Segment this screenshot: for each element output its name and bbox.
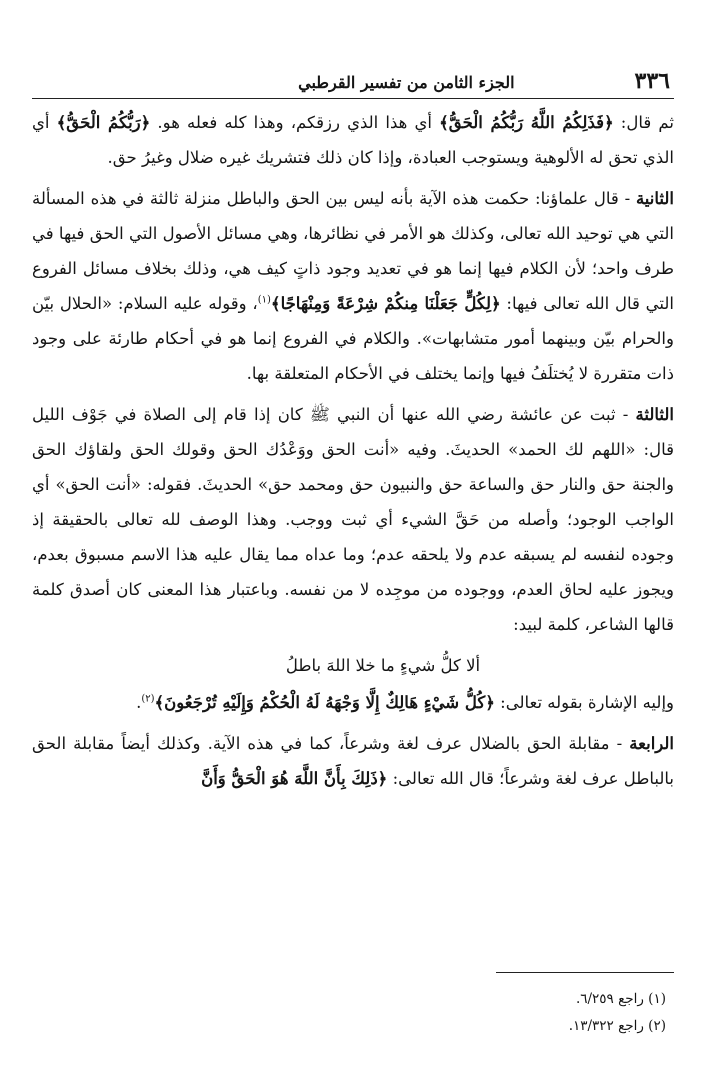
- quran-quote: ﴿كُلُّ شَيْءٍ هَالِكٌ إِلَّا وَجْهَهُ لَهُ الْحُكْمُ وَإِلَيْهِ تُرْجَعُونَ﴾: [154, 693, 495, 712]
- paragraph: [32, 726, 674, 796]
- footnote-ref: (٢): [141, 693, 155, 705]
- text-run: - قال علماؤنا: حكمت هذه الآية بأنه ليس بين الحق والباطل منزلة ثالثة في هذه المسألة التي هي توحيد الله تعالى، وكذلك هو الأمر في نظائرها، وهي مسائل الأصول التي الحق فيها في طرف واحد؛ لأن الكلام فيها إنما هو في تعديد وجود ذاتٍ كيف هي، وذلك بخلاف مسائل الفروع التي قال الله تعالى فيها:: [32, 189, 674, 313]
- paragraph-text: [32, 189, 674, 383]
- footnote-ref: (١): [257, 294, 271, 306]
- quran-quote: ﴿لِكُلٍّ جَعَلْنَا مِنكُمْ شِرْعَةً وَمِنْهَاجًا﴾: [270, 294, 501, 313]
- paragraph-text: [286, 656, 480, 675]
- footnote-separator: [496, 972, 674, 973]
- paragraph: [32, 685, 674, 720]
- footnote: (١) راجع ٦/٢٥٩.: [575, 991, 666, 1007]
- quran-quote: ﴿ذَلِكَ بِأَنَّ اللَّهَ هُوَ الْحَقُّ وَأَنَّ: [201, 769, 388, 788]
- paragraph-text: [32, 113, 674, 167]
- paragraph: [32, 397, 674, 642]
- paragraph-heading: الثانية: [635, 189, 674, 208]
- page-header: [32, 54, 674, 99]
- text-run: ألا كلُّ شيءٍ ما خلا اللهَ باطلُ: [285, 656, 481, 675]
- text-run: أي الذي تحق له الألوهية ويستوجب العبادة، وإذا كان ذلك فتشريك غيره ضلال وغيرُ حق.: [32, 113, 674, 167]
- paragraph: [32, 181, 674, 391]
- quran-quote: ﴿رَبُّكُمُ الْحَقُّ﴾: [56, 113, 151, 132]
- text-run: ثم قال:: [613, 113, 674, 132]
- running-title: الجزء الثامن من تفسير القرطبي: [298, 73, 515, 92]
- quran-quote: ﴿فَذَلِكُمُ اللَّهُ رَبُّكُمُ الْحَقُّ﴾: [439, 113, 614, 132]
- paragraph: [32, 105, 674, 175]
- book-page: [32, 54, 674, 1034]
- paragraph-heading: الرابعة: [629, 734, 674, 753]
- text-run: أي هذا الذي رزقكم، وهذا كله فعله هو.: [150, 113, 440, 132]
- paragraph-text: [136, 693, 674, 712]
- text-run: - مقابلة الحق بالضلال عرف لغة وشرعاً، كما في هذه الآية. وكذلك أيضاً مقابلة الحق بالباطل عرف لغة وشرعاً؛ قال الله تعالى:: [32, 734, 674, 788]
- poetry-verse: [32, 648, 674, 683]
- paragraph-text: [32, 405, 674, 634]
- paragraph-text: [32, 734, 674, 788]
- text-run: ، وقوله عليه السلام: «الحلال بيّن والحرام بيّن وبينهما أمور متشابهات». والكلام في الفروع إنما هو في أحكام طارئة على وجود ذات متقررة لا يُختلَفُ فيها وإنما يختلف في الأحكام المتعلقة بها.: [32, 294, 674, 383]
- footnotes: [569, 986, 666, 1040]
- page-number: ٣٣٦: [634, 68, 670, 94]
- paragraph-heading: الثالثة: [635, 405, 674, 424]
- footnote: (٢) راجع ١٣/٣٢٢.: [568, 1018, 666, 1034]
- page-body: [32, 105, 674, 796]
- text-run: - ثبت عن عائشة رضي الله عنها أن النبي ﷺ كان إذا قام إلى الصلاة في جَوْف الليل قال: «اللهم لك الحمد» الحديثَ. وفيه «أنت الحق ووَعْدُك الحق وقولك الحق ولقاؤك الحق والجنة حق والنار حق والساعة حق والنبيون حق ومحمد حق» الحديثَ. فقوله: «أنت الحق» أي الواجب الوجود؛ وأصله من حَقَّ الشيء أي ثبت ووجب. وهذا الوصف لله تعالى بالحقيقة إذ وجوده لنفسه لم يسبقه عدم ولا يلحقه عدم؛ وما عداه مما يقال عليه هذا الاسم مسبوق بعدم، ويجوز عليه لحاق العدم، ووجوده من موجِده لا من نفسه. وباعتبار هذا المعنى كان أصدق كلمة قالها الشاعر، كلمة لبيد:: [32, 405, 674, 634]
- text-run: .: [136, 693, 142, 712]
- text-run: وإليه الإشارة بقوله تعالى:: [494, 693, 674, 712]
